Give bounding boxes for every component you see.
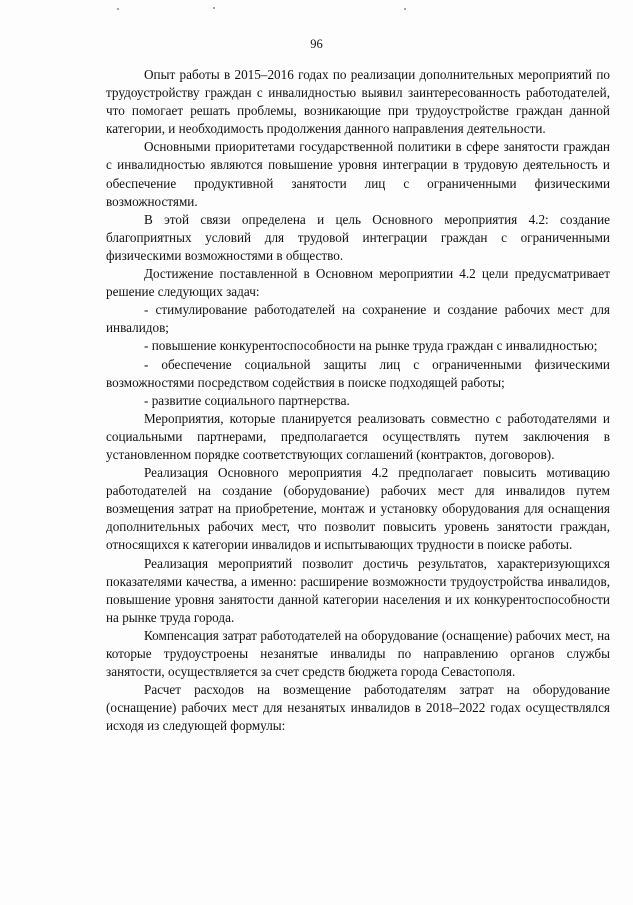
paragraph: Мероприятия, которые планируется реализовать совместно с работодателями и социальными партнерами, предполагается осуществлять путем заключения в установленном порядке соответствующих соглашений (контрактов, договоров). — [106, 410, 610, 462]
document-body — [106, 66, 610, 735]
list-item: - стимулирование работодателей на сохранение и создание рабочих мест для инвалидов; — [106, 302, 610, 336]
list-item: - повышение конкурентоспособности на рынке труда граждан с инвалидностью; — [144, 338, 598, 354]
paragraph: Опыт работы в 2015–2016 годах по реализации дополнительных мероприятий по трудоустройству граждан с инвалидностью выявил заинтересованность работодателей, что помогает решать проблемы, возникающие при трудоустройстве граждан данной категории, и необходимость продолжения данного направления деятельности. — [106, 67, 610, 137]
list-item: - обеспечение социальной защиты лиц с ограниченными физическими возможностями посредством содействия в поиске подходящей работы; — [106, 356, 610, 390]
paragraph: Реализация мероприятий позволит достичь результатов, характеризующихся показателями качества, а именно: расширение возможности трудоустройства инвалидов, повышение уровня занятости данной категории населения и их конкурентоспособности на рынке труда города. — [106, 555, 610, 625]
paragraph: Основными приоритетами государственной политики в сфере занятости граждан с инвалидностью являются повышение уровня интеграции в трудовую деятельность и обеспечение продуктивной занятости лиц с ограниченными физическими возможностями. — [106, 139, 610, 209]
list-item: - развитие социального партнерства. — [144, 392, 350, 408]
scan-speck — [117, 8, 119, 10]
scan-speck — [213, 7, 215, 9]
paragraph: Реализация Основного мероприятия 4.2 предполагает повысить мотивацию работодателей на создание (оборудование) рабочих мест для инвалидов путем возмещения затрат на приобретение, монтаж и установку оборудования для оснащения дополнительных рабочих мест, что позволит повысить уровень занятости граждан, относящихся к категории инвалидов и испытывающих трудности в поиске работы. — [106, 465, 610, 553]
paragraph: Достижение поставленной в Основном мероприятии 4.2 цели предусматривает решение следующих задач: — [106, 266, 610, 300]
paragraph: В этой связи определена и цель Основного мероприятия 4.2: создание благоприятных условий для трудовой интеграции граждан с ограниченными физическими возможностями в общество. — [106, 211, 610, 263]
paragraph: Компенсация затрат работодателей на оборудование (оснащение) рабочих мест, на которые трудоустроены незанятые инвалиды по направлению органов службы занятости, осуществляется за счет средств бюджета города Севастополя. — [106, 627, 610, 680]
paragraph: Расчет расходов на возмещение работодателям затрат на оборудование (оснащение) рабочих мест для незанятых инвалидов в 2018–2022 годах осуществлялся исходя из следующей формулы: — [106, 682, 610, 734]
scan-speck — [404, 8, 406, 10]
page-number: 96 — [310, 37, 323, 51]
